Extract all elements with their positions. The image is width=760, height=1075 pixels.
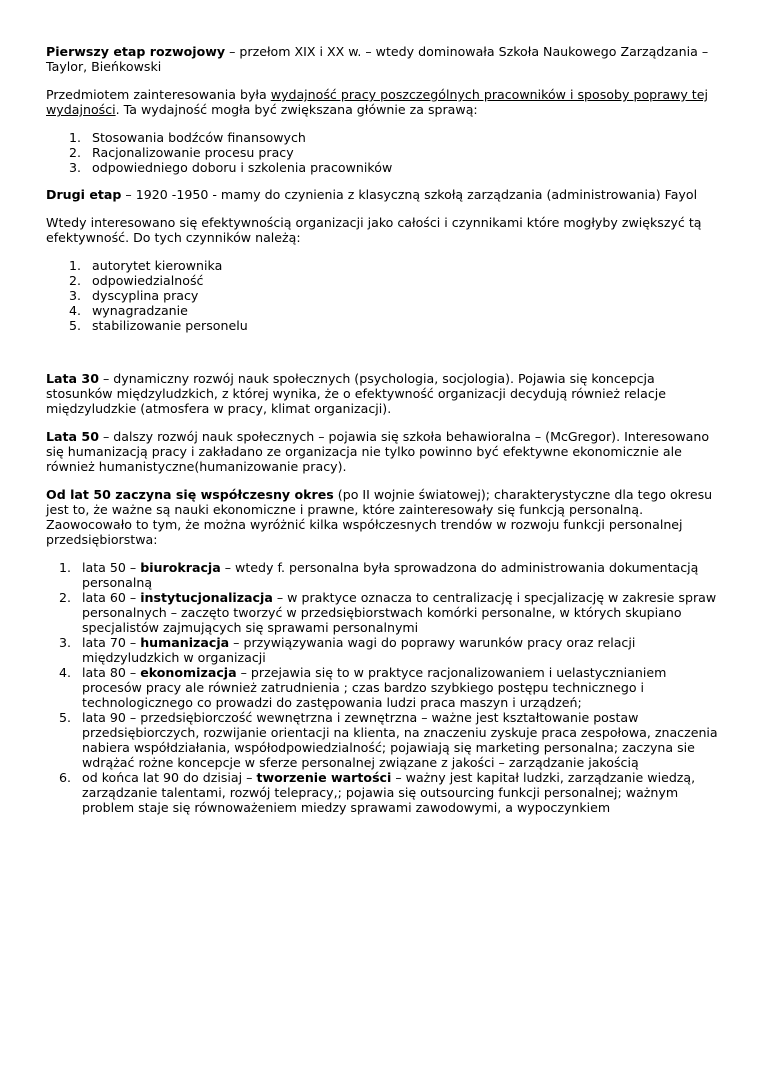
- list-item: [46, 273, 718, 288]
- list-number: 6.: [59, 770, 72, 785]
- list-text-bold: biurokracja: [140, 560, 221, 575]
- list-text-pre: lata 50 –: [82, 560, 141, 575]
- list-text-rest: – przywiązywania wagi do poprawy warunków pracy oraz relacji międzyludzkich w organizacji: [82, 635, 636, 665]
- list-number: 1.: [69, 130, 82, 145]
- text-30s: – dynamiczny rozwój nauk społecznych (psychologia, socjologia). Pojawia się koncepcja stosunków międzyludzkich, z której wynika, że o efektywność organizacji decydują również relacje międzyludzkie (atmosfera w pracy, klimat organizacji).: [46, 371, 667, 416]
- list-text: Racjonalizowanie procesu pracy: [92, 145, 294, 160]
- list-text-pre: lata 60 –: [82, 590, 141, 605]
- list-text-bold: tworzenie wartości: [256, 770, 392, 785]
- list-text-bold: instytucjonalizacja: [140, 590, 273, 605]
- list-text-rest: – przejawia się to w praktyce racjonalizowaniem i uelastycznianiem procesów pracy ale również zatrudnienia ; czas bardzo szybkiego postępu technicznego i technologicznego co prowadzi do zastępowania ludzi praca maszyn i urządzeń;: [82, 665, 667, 710]
- list-number: 5.: [59, 710, 72, 725]
- heading-second-stage: Drugi etap: [46, 187, 122, 202]
- list-item: [46, 130, 718, 145]
- list-text-rest: – w praktyce oznacza to centralizację i specjalizację w zakresie spraw personalnych – zaczęto tworzyć w przedsiębiorstwach komórki personalne, w których skupiano specjalistów zajmujących się sprawami personalnymi: [82, 590, 717, 635]
- list-number: 5.: [69, 318, 82, 333]
- heading-50s: Lata 50: [46, 429, 99, 444]
- list-number: 1.: [69, 258, 82, 273]
- list-item: [46, 635, 718, 665]
- text-50s: – dalszy rozwój nauk społecznych – pojawia się szkoła behawioralna – (McGregor). Interesowano się humanizacją pracy i zakładano ze organizacja nie tylko powinno być efektywne ekonomicznie ale również humanistyczne(humanizowanie pracy).: [46, 429, 710, 474]
- list-number: 4.: [69, 303, 82, 318]
- list-productivity-factors: [46, 130, 718, 175]
- underlined-productivity: wydajność pracy poszczególnych pracowników i sposoby poprawy tej wydajności: [46, 87, 708, 117]
- paragraph-50s: [46, 429, 718, 474]
- list-item: [46, 318, 718, 333]
- list-text: stabilizowanie personelu: [92, 318, 248, 333]
- paragraph-first-stage: [46, 44, 718, 74]
- list-text: Stosowania bodźców finansowych: [92, 130, 306, 145]
- list-text: odpowiedniego doboru i szkolenia pracowników: [92, 160, 393, 175]
- list-item: [46, 160, 718, 175]
- list-item: [46, 710, 718, 770]
- list-item: [46, 665, 718, 710]
- list-number: 3.: [69, 160, 82, 175]
- list-number: 4.: [59, 665, 72, 680]
- heading-30s: Lata 30: [46, 371, 99, 386]
- list-text: autorytet kierownika: [92, 258, 223, 273]
- list-text-rest: – ważny jest kapitał ludzki, zarządzanie wiedzą, zarządzanie talentami, rozwój telepracy,; pojawia się outsourcing funkcji personalnej; ważnym problem staje się równoważeniem miedzy sprawami zawodowymi, a wypoczynkiem: [82, 770, 696, 815]
- list-text: odpowiedzialność: [92, 273, 204, 288]
- list-number: 3.: [69, 288, 82, 303]
- list-number: 2.: [69, 145, 82, 160]
- heading-first-stage: Pierwszy etap rozwojowy: [46, 44, 226, 59]
- paragraph-modern-period: [46, 487, 718, 547]
- list-text-pre: lata 80 –: [82, 665, 141, 680]
- list-number: 3.: [59, 635, 72, 650]
- heading-modern-period: Od lat 50 zaczyna się współczesny okres: [46, 487, 334, 502]
- list-number: 1.: [59, 560, 72, 575]
- paragraph-30s: [46, 371, 718, 416]
- paragraph-interest: [46, 87, 718, 117]
- paragraph-efficiency: [46, 215, 718, 245]
- list-number: 2.: [59, 590, 72, 605]
- text-modern-period: (po II wojnie światowej); charakterystyczne dla tego okresu jest to, że ważne są nauki ekonomiczne i prawne, które zainteresowały się funkcją personalną. Zaowocowało to tym, że można wyróżnić kilka współczesnych trendów w rozwoju funkcji personalnej przedsiębiorstwa:: [46, 487, 713, 547]
- list-item: [46, 770, 718, 815]
- document-body: [46, 44, 718, 827]
- text-interest-pre: Przedmiotem zainteresowania była: [46, 87, 271, 102]
- list-text-pre: lata 90 – przedsiębiorczość wewnętrzna i zewnętrzna – ważne jest kształtowanie postaw przedsiębiorczych, rozwijanie orientacji na klienta, na znaczeniu zyskuje praca zespołowa, znaczenia nabiera współdziałania, współodpowiedzialność; pojawiają się marketing personalna; zaczyna sie wdrążać rożne koncepcje w sferze personalnej związane z jakości – zarządzanie jakością: [82, 710, 718, 770]
- list-item: [46, 288, 718, 303]
- list-text-pre: lata 70 –: [82, 635, 141, 650]
- list-text: dyscyplina pracy: [92, 288, 199, 303]
- list-efficiency-factors: [46, 258, 718, 333]
- text-first-stage: – przełom XIX i XX w. – wtedy dominowała Szkoła Naukowego Zarządzania – Taylor, Bieńkowski: [46, 44, 709, 74]
- list-number: 2.: [69, 273, 82, 288]
- list-modern-trends: [46, 560, 718, 815]
- list-item: [46, 590, 718, 635]
- list-text-pre: od końca lat 90 do dzisiaj –: [82, 770, 257, 785]
- spacer: [46, 345, 718, 371]
- list-item: [46, 145, 718, 160]
- text-second-stage: – 1920 -1950 - mamy do czynienia z klasyczną szkołą zarządzania (administrowania) Fayol: [121, 187, 698, 202]
- list-item: [46, 560, 718, 590]
- text-efficiency: Wtedy interesowano się efektywnością organizacji jako całości i czynnikami które mogłyby zwiększyć tą efektywność. Do tych czynników należą:: [46, 215, 702, 245]
- list-text-bold: humanizacja: [140, 635, 230, 650]
- paragraph-second-stage: [46, 187, 718, 202]
- list-text-rest: – wtedy f. personalna była sprowadzona do administrowania dokumentacją personalną: [82, 560, 699, 590]
- list-item: [46, 258, 718, 273]
- list-text: wynagradzanie: [92, 303, 188, 318]
- list-item: [46, 303, 718, 318]
- list-text-bold: ekonomizacja: [140, 665, 237, 680]
- text-interest-post: . Ta wydajność mogła być zwiększana głównie za sprawą:: [115, 102, 478, 117]
